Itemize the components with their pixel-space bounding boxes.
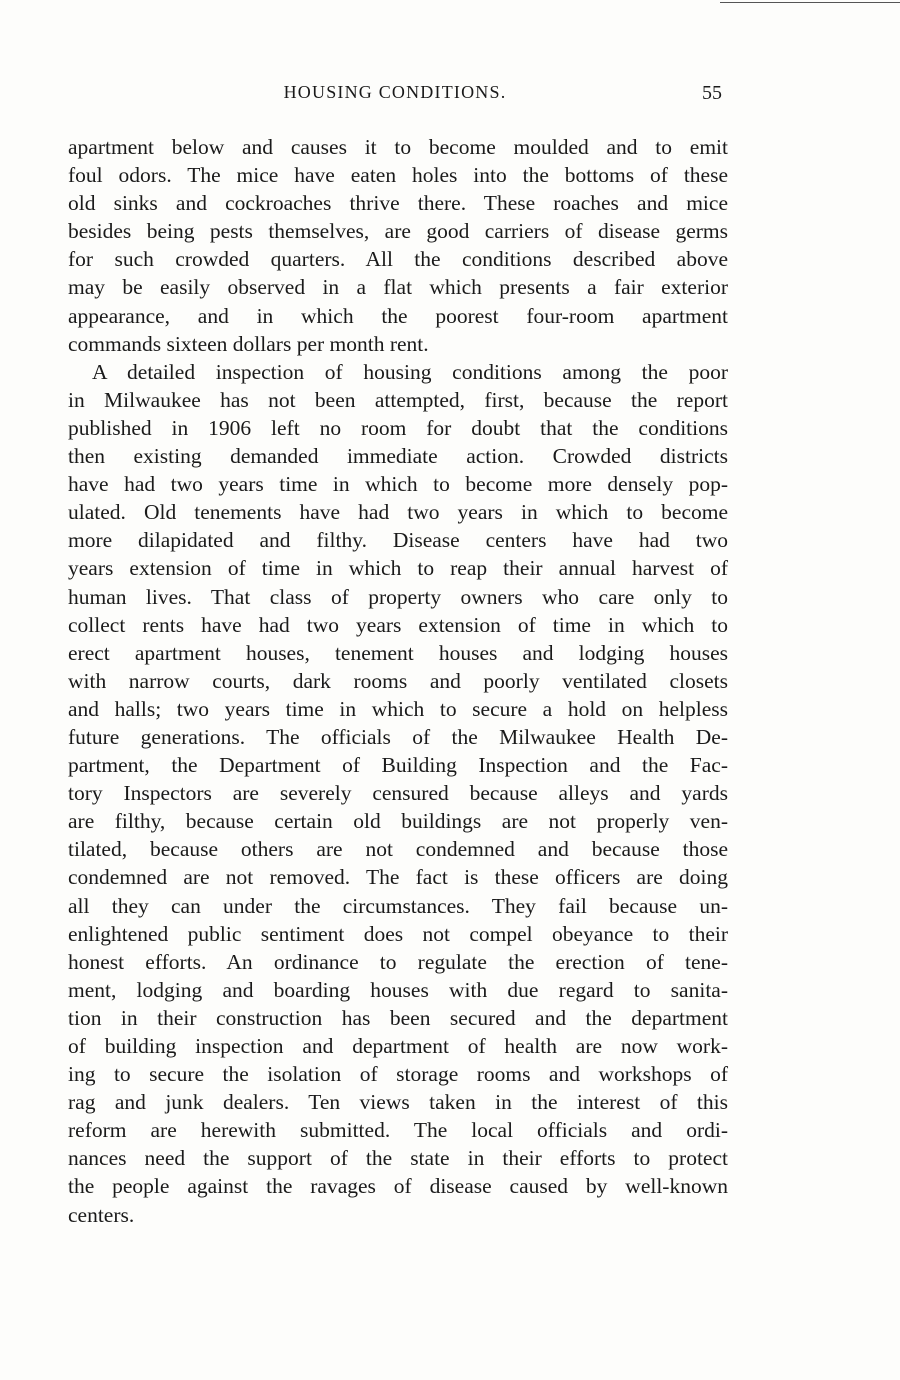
page-number: 55 [702,82,722,104]
text-line: centers. [68,1202,135,1227]
text-line: old sinks and cockroaches thrive there. These roaches and mice [68,191,728,216]
text-line: of building inspection and department of health are now work- [68,1034,728,1058]
text-line: reform are herewith submitted. The local officials and ordi- [68,1118,728,1143]
text-line: nances need the support of the state in their efforts to protect [68,1146,728,1171]
body-text [68,133,728,1229]
text-line: ing to secure the isolation of storage rooms and workshops of [68,1062,728,1087]
text-line: years extension of time in which to reap their annual harvest of [68,556,728,581]
text-line: commands sixteen dollars per month rent. [68,331,429,356]
text-line: future generations. The officials of the Milwaukee Health De- [68,724,728,749]
text-line: partment, the Department of Building Inspection and the Fac- [68,753,728,778]
text-line: all they can under the circumstances. They fail because un- [68,893,728,918]
text-line: with narrow courts, dark rooms and poorly ventilated closets [68,668,728,693]
text-line: rag and junk dealers. Ten views taken in the interest of this [68,1090,728,1115]
text-line: A detailed inspection of housing conditions among the poor [92,359,728,384]
text-line: ment, lodging and boarding houses with due regard to sanita- [68,977,728,1002]
text-line: honest efforts. An ordinance to regulate the erection of tene- [68,949,728,974]
text-line: more dilapidated and filthy. Disease centers have had two [68,528,728,553]
text-line: apartment below and causes it to become moulded and to emit [68,135,728,159]
text-line: ulated. Old tenements have had two years in which to become [68,500,728,525]
text-line: have had two years time in which to become more densely pop- [68,472,728,497]
text-line: for such crowded quarters. All the conditions described above [68,247,728,272]
paragraph [68,358,728,1229]
text-line: foul odors. The mice have eaten holes into the bottoms of these [68,163,728,188]
text-line: tion in their construction has been secured and the department [68,1005,728,1030]
text-line: are filthy, because certain old buildings are not properly ven- [68,809,728,834]
text-line: published in 1906 left no room for doubt that the conditions [68,415,728,440]
running-head [68,82,722,112]
text-line: the people against the ravages of disease caused by well-known [68,1174,728,1199]
text-line: enlightened public sentiment does not compel obeyance to their [68,921,728,946]
text-line: human lives. That class of property owners who care only to [68,584,728,609]
page-edge-rule [720,2,900,3]
text-line: condemned are not removed. The fact is these officers are doing [68,865,728,890]
text-line: and halls; two years time in which to secure a hold on helpless [68,696,728,721]
text-line: collect rents have had two years extension of time in which to [68,612,728,637]
text-line: erect apartment houses, tenement houses and lodging houses [68,640,728,665]
text-line: appearance, and in which the poorest four-room apartment [68,303,728,328]
text-line: then existing demanded immediate action. Crowded districts [68,444,728,469]
paragraph-continued [68,133,728,358]
text-line: tilated, because others are not condemned and because those [68,837,728,862]
text-line: may be easily observed in a flat which presents a fair exterior [68,275,728,300]
text-line: in Milwaukee has not been attempted, first, because the report [68,387,728,412]
running-title: HOUSING CONDITIONS. [283,82,507,102]
text-line: besides being pests themselves, are good carriers of disease germs [68,219,728,244]
text-line: tory Inspectors are severely censured because alleys and yards [68,781,728,806]
